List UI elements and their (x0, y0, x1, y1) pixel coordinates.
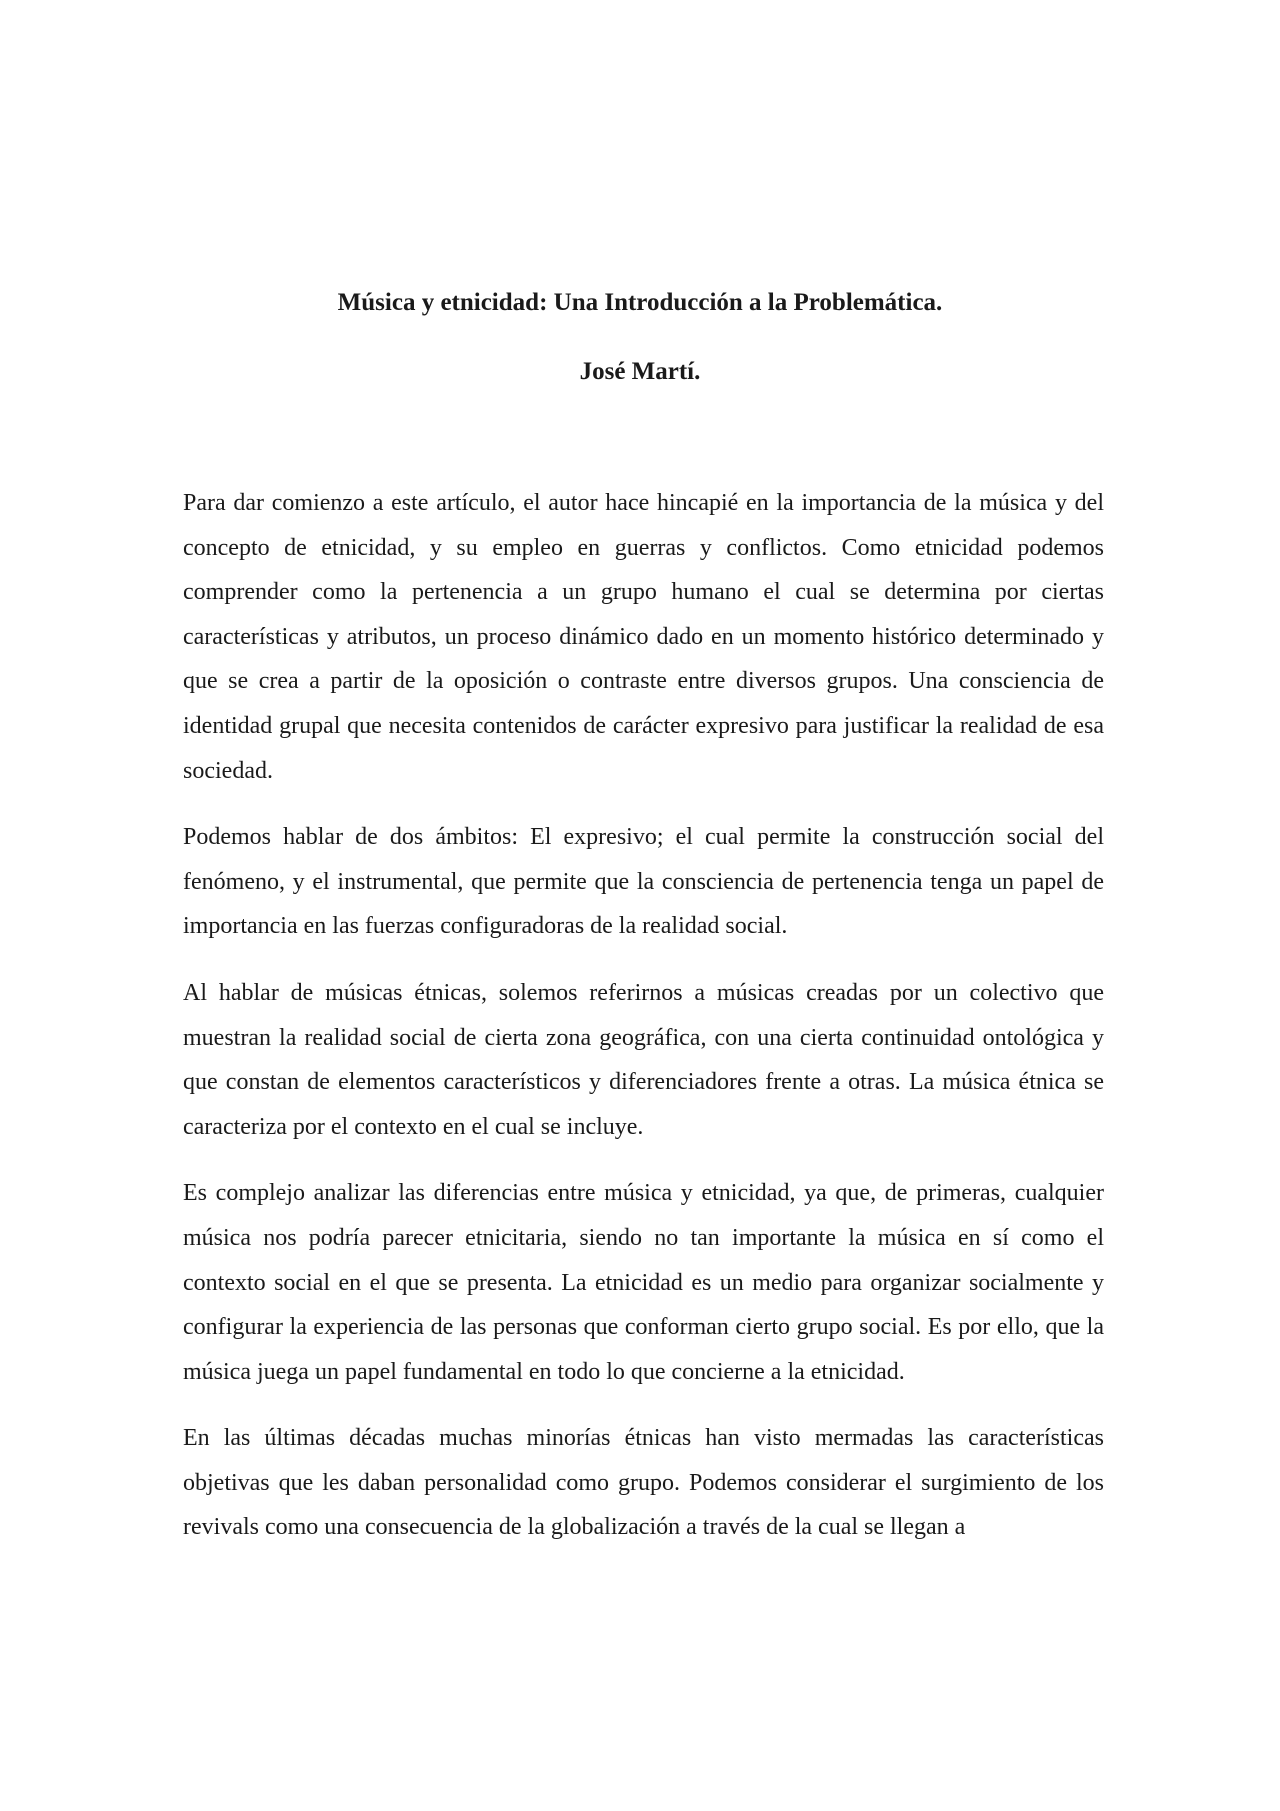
paragraph-4: Es complejo analizar las diferencias entre música y etnicidad, ya que, de primeras, cualquier música nos podría parecer etnicitaria, siendo no tan importante la música en sí como el contexto social en el que se presenta. La etnicidad es un medio para organizar socialmente y configurar la experiencia de las personas que conforman cierto grupo social. Es por ello, que la música juega un papel fundamental en todo lo que concierne a la etnicidad. (183, 1180, 1104, 1385)
paragraph-1: Para dar comienzo a este artículo, el autor hace hincapié en la importancia de la música y del concepto de etnicidad, y su empleo en guerras y conflictos. Como etnicidad podemos comprender como la pertenencia a un grupo humano el cual se determina por ciertas características y atributos, un proceso dinámico dado en un momento histórico determinado y que se crea a partir de la oposición o contraste entre diversos grupos. Una consciencia de identidad grupal que necesita contenidos de carácter expresivo para justificar la realidad de esa sociedad. (183, 490, 1104, 784)
paragraph-3: Al hablar de músicas étnicas, solemos referirnos a músicas creadas por un colectivo que muestran la realidad social de cierta zona geográfica, con una cierta continuidad ontológica y que constan de elementos característicos y diferenciadores frente a otras. La música étnica se caracteriza por el contexto en el cual se incluye. (183, 979, 1104, 1140)
paragraph-5: En las últimas décadas muchas minorías étnicas han visto mermadas las características objetivas que les daban personalidad como grupo. Podemos considerar el surgimiento de los revivals como una consecuencia de la globalización a través de la cual se llegan a (183, 1425, 1104, 1541)
document-body (183, 481, 1104, 1572)
document-title: Música y etnicidad: Una Introducción a la Problemática. (337, 289, 943, 316)
paragraph-2: Podemos hablar de dos ámbitos: El expresivo; el cual permite la construcción social del fenómeno, y el instrumental, que permite que la consciencia de pertenencia tenga un papel de importancia en las fuerzas configuradoras de la realidad social. (183, 824, 1104, 940)
document-author: José Martí. (579, 358, 701, 385)
